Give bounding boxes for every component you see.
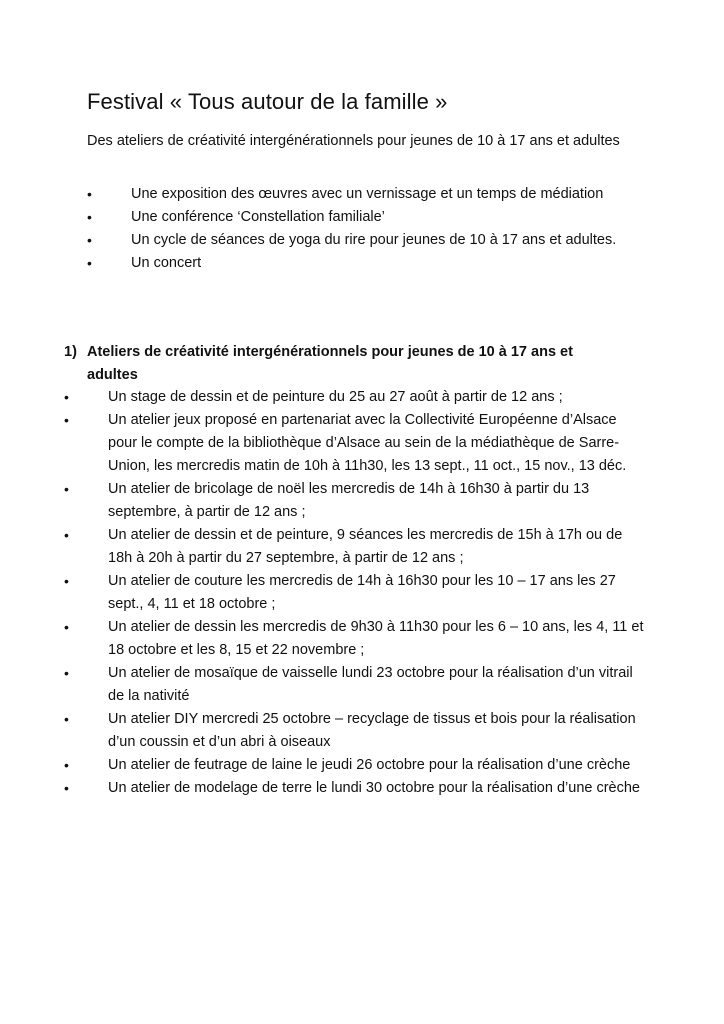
list-item: [64, 409, 646, 478]
list-item: [87, 229, 627, 252]
list-item-text: Une conférence ‘Constellation familiale’: [131, 209, 385, 225]
list-item: [87, 252, 627, 275]
list-item-text: Un atelier de mosaïque de vaisselle lundi 23 octobre pour la réalisation d’un vitrail de la nativité: [108, 665, 633, 704]
bullet-icon: •: [64, 573, 69, 589]
bullet-icon: •: [64, 665, 69, 681]
bullet-icon: •: [64, 757, 69, 773]
highlights-list: [87, 183, 627, 275]
list-item: [64, 386, 646, 409]
bullet-icon: •: [64, 481, 69, 497]
bullet-icon: •: [87, 209, 92, 225]
bullet-icon: •: [87, 232, 92, 248]
list-item-text: Un atelier de couture les mercredis de 14h à 16h30 pour les 10 – 17 ans les 27 sept., 4, 11 et 18 octobre ;: [108, 573, 616, 612]
bullet-icon: •: [87, 186, 92, 202]
bullet-icon: •: [87, 255, 92, 271]
list-item: [64, 570, 646, 616]
bullet-icon: •: [64, 780, 69, 796]
list-item-text: Un atelier de feutrage de laine le jeudi 26 octobre pour la réalisation d’une crèche: [108, 757, 631, 773]
list-item-text: Un atelier jeux proposé en partenariat avec la Collectivité Européenne d’Alsace pour le compte de la bibliothèque d’Alsace au sein de la médiathèque de Sarre-Union, les mercredis matin de 10h à 11h30, les 13 sept., 11 oct., 15 nov., 13 déc.: [108, 412, 627, 474]
bullet-icon: •: [64, 412, 69, 428]
list-item-text: Un atelier de modelage de terre le lundi 30 octobre pour la réalisation d’une crèche: [108, 780, 640, 796]
list-item-text: Un atelier de dessin les mercredis de 9h30 à 11h30 pour les 6 – 10 ans, les 4, 11 et 18 octobre et les 8, 15 et 22 novembre ;: [108, 619, 644, 658]
section-heading-text: Ateliers de créativité intergénérationnels pour jeunes de 10 à 17 ans et adultes: [87, 344, 573, 383]
list-item-text: Un cycle de séances de yoga du rire pour jeunes de 10 à 17 ans et adultes.: [131, 232, 617, 248]
list-item: [87, 183, 627, 206]
page-title: Festival « Tous autour de la famille »: [87, 89, 448, 114]
list-item-text: Un atelier de bricolage de noël les mercredis de 14h à 16h30 à partir du 13 septembre, à partir de 12 ans ;: [108, 481, 590, 520]
list-item: [64, 754, 646, 777]
list-item-text: Un atelier DIY mercredi 25 octobre – recyclage de tissus et bois pour la réalisation d’un coussin et d’un abri à oiseaux: [108, 711, 636, 750]
bullet-icon: •: [64, 619, 69, 635]
list-item-text: Un stage de dessin et de peinture du 25 au 27 août à partir de 12 ans ;: [108, 389, 563, 405]
list-item: [64, 616, 646, 662]
section-heading: [64, 341, 624, 387]
list-item-text: Un atelier de dessin et de peinture, 9 séances les mercredis de 15h à 17h ou de 18h à 20h à partir du 27 septembre, à partir de 12 ans ;: [108, 527, 623, 566]
list-item: [64, 662, 646, 708]
list-item: [64, 708, 646, 754]
list-item: [64, 524, 646, 570]
intro-paragraph: Des ateliers de créativité intergénérationnels pour jeunes de 10 à 17 ans et adultes: [87, 133, 620, 149]
section-number: 1): [64, 344, 77, 360]
list-item-text: Une exposition des œuvres avec un vernissage et un temps de médiation: [131, 186, 604, 202]
workshops-list: [64, 386, 646, 800]
list-item: [64, 777, 646, 800]
bullet-icon: •: [64, 389, 69, 405]
list-item: [64, 478, 646, 524]
bullet-icon: •: [64, 711, 69, 727]
list-item-text: Un concert: [131, 255, 202, 271]
list-item: [87, 206, 627, 229]
bullet-icon: •: [64, 527, 69, 543]
